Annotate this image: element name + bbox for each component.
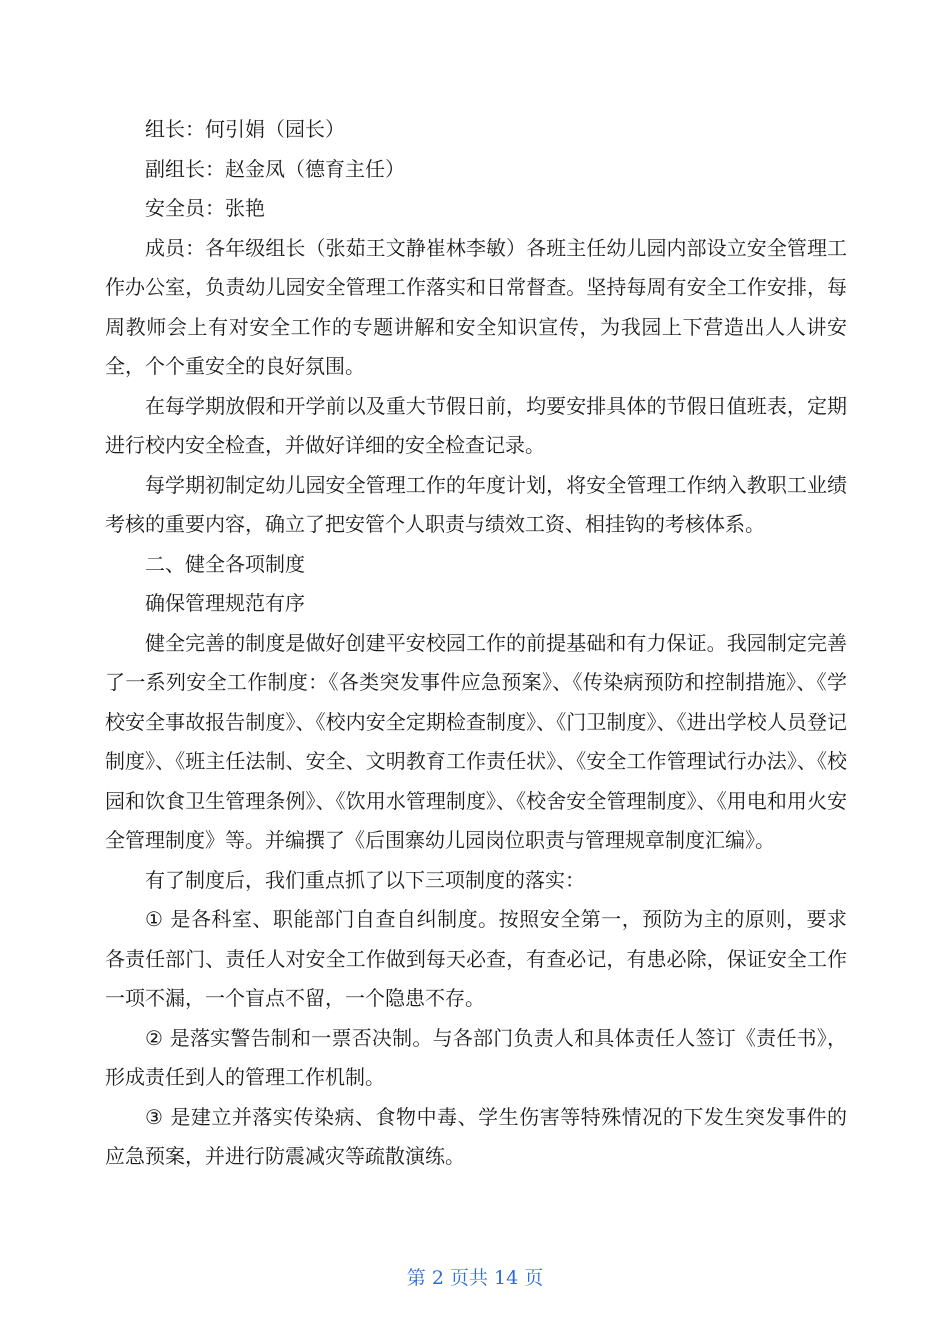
paragraph-annual-plan: 每学期初制定幼儿园安全管理工作的年度计划，将安全管理工作纳入教职工业绩考核的重要内容，确立了把安管个人职责与绩效工资、相挂钩的考核体系。 <box>105 472 847 536</box>
paragraph-safety-officer: 安全员：张艳 <box>145 196 265 220</box>
document-body <box>105 110 847 1177</box>
paragraph-leader: 组长：何引娟（园长） <box>145 117 345 141</box>
section-heading: 二、健全各项制度 <box>145 551 305 576</box>
page-number: 第 2 页共 14 页 <box>406 1267 544 1289</box>
paragraph-three-systems: 有了制度后，我们重点抓了以下三项制度的落实： <box>145 867 585 892</box>
paragraph-deputy-leader: 副组长：赵金凤（德育主任） <box>145 156 405 181</box>
paragraph-regulations: 健全完善的制度是做好创建平安校园工作的前提基础和有力保证。我园制定完善了一系列安全工作制度：《各类突发事件应急预案》、《传染病预防和控制措施》、《学校安全事故报告制度》、《校内安全定期检查制度》、《门卫制度》、《进出学校人员登记制度》、《班主任法制、安全、文明教育工作责任状》、《安全工作管理试行办法》、《校园和饮食卫生管理条例》、《饮用水管理制度》、《校舍安全管理制度》、《用电和用火安全管理制度》等。并编撰了《后围寨幼儿园岗位职责与管理规章制度汇编》。 <box>105 630 847 852</box>
list-item-1: ① 是各科室、职能部门自查自纠制度。按照安全第一，预防为主的原则，要求各责任部门、责任人对安全工作做到每天必查，有查必记，有患必除，保证安全工作一项不漏，一个盲点不留，一个隐患不存。 <box>105 907 847 1010</box>
section-subheading: 确保管理规范有序 <box>145 591 305 615</box>
paragraph-holiday-duty: 在每学期放假和开学前以及重大节假日前，均要安排具体的节假日值班表，定期进行校内安全检查，并做好详细的安全检查记录。 <box>105 393 847 457</box>
paragraph-members: 成员：各年级组长（张茹王文静崔林李敏）各班主任幼儿园内部设立安全管理工作办公室，负责幼儿园安全管理工作落实和日常督查。坚持每周有安全工作安排，每周教师会上有对安全工作的专题讲解和安全知识宣传，为我园上下营造出人人讲安全，个个重安全的良好氛围。 <box>105 235 847 378</box>
list-item-2: ② 是落实警告制和一票否决制。与各部门负责人和具体责任人签订《责任书》，形成责任到人的管理工作机制。 <box>105 1025 847 1089</box>
list-item-3: ③ 是建立并落实传染病、食物中毒、学生伤害等特殊情况的下发生突发事件的应急预案，并进行防震减灾等疏散演练。 <box>105 1104 847 1168</box>
